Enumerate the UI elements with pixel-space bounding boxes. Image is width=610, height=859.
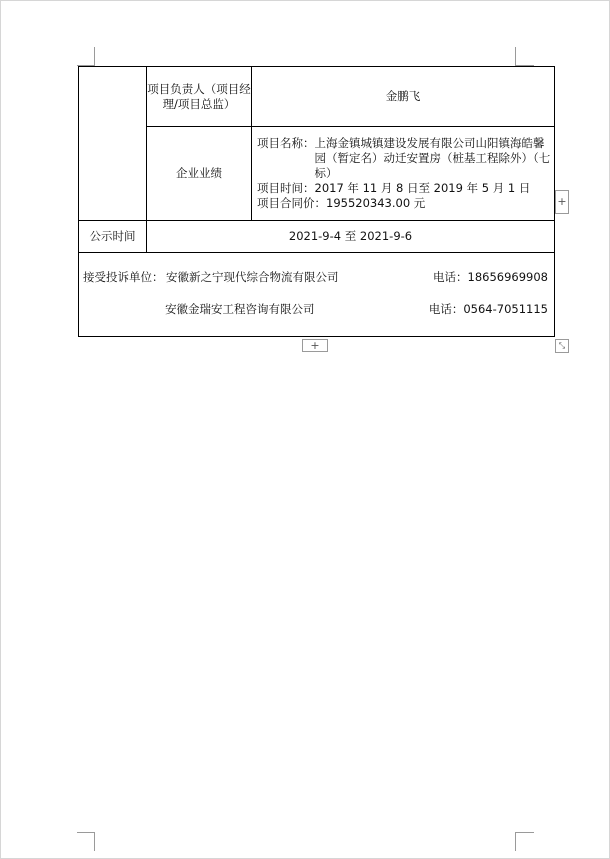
project-time-value: 2017 年 11 月 8 日至 2019 年 5 月 1 日 [314, 181, 531, 195]
project-name-value: 上海金镇城镇建设发展有限公司山阳镇海皓馨园（暂定名）动迁安置房（桩基工程除外）（七标） [314, 136, 551, 180]
manager-name-cell[interactable] [252, 67, 555, 127]
manager-label: 项目负责人（项目经理/项目总监） [147, 81, 251, 111]
publicity-label: 公示时间 [89, 229, 136, 243]
table-resize-icon[interactable]: ⤡ [555, 339, 569, 353]
publicity-value: 2021-9-4 至 2021-9-6 [288, 229, 413, 243]
table-row [79, 127, 555, 221]
manager-label-cell[interactable] [147, 67, 252, 127]
crop-mark-bottom-right [515, 832, 534, 851]
complaint-unit-name: 安徽新之宁现代综合物流有限公司 [166, 270, 339, 284]
table-row [79, 221, 555, 253]
performance-detail-cell[interactable] [252, 127, 555, 221]
contract-price-line [257, 196, 552, 211]
crop-mark-top-left [77, 47, 95, 66]
performance-label-cell[interactable] [147, 127, 252, 221]
add-column-icon[interactable]: + [555, 190, 569, 214]
complaint-line-1 [83, 262, 548, 294]
contract-price-value: 195520343.00 元 [326, 196, 426, 210]
crop-mark-top-right [515, 47, 534, 66]
crop-mark-bottom-left [77, 832, 95, 851]
contract-price-label: 项目合同价： [257, 196, 326, 210]
complaint-line-2 [83, 294, 548, 326]
project-name-line [257, 136, 552, 181]
phone-label: 电话： [433, 270, 468, 284]
publicity-value-cell[interactable] [147, 221, 555, 253]
complaint-phone [429, 302, 548, 317]
info-table [78, 66, 555, 337]
table-row [79, 253, 555, 337]
table-row [79, 67, 555, 127]
complaint-phone [433, 270, 548, 285]
performance-label: 企业业绩 [176, 166, 222, 180]
phone-label: 电话： [428, 302, 464, 316]
project-time-label: 项目时间： [257, 181, 315, 195]
complaint-label: 接受投诉单位： [83, 270, 164, 284]
add-row-icon[interactable]: + [302, 339, 328, 352]
phone-number: 18656969908 [467, 270, 548, 284]
manager-name: 金鹏飞 [385, 89, 421, 103]
complaint-cell[interactable] [79, 253, 555, 337]
project-time-line [257, 181, 552, 196]
publicity-label-cell[interactable] [79, 221, 147, 253]
project-name-label: 项目名称： [257, 136, 315, 150]
phone-number: 0564-7051115 [463, 302, 548, 316]
complaint-unit-name: 安徽金瑞安工程咨询有限公司 [165, 302, 315, 316]
blank-cell[interactable] [79, 67, 147, 221]
